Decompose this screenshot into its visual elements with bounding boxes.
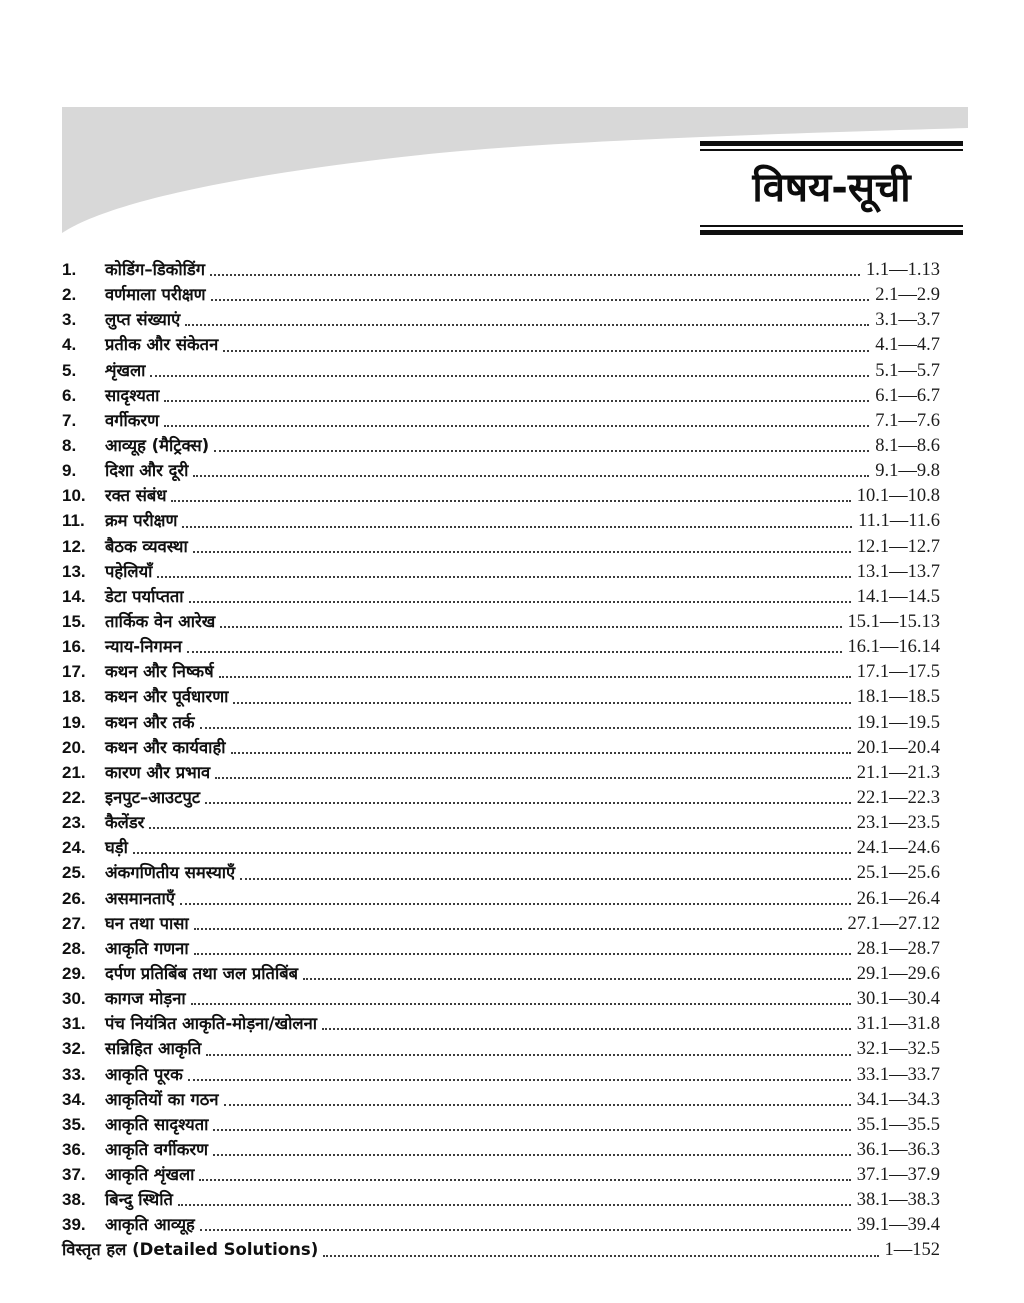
- toc-item-pages: 34.1—34.3: [856, 1089, 940, 1110]
- toc-row: [62, 534, 940, 559]
- dotted-leader: [193, 551, 851, 553]
- toc-item-title: बैठक व्यवस्था: [105, 536, 188, 556]
- toc-item-title: सादृश्यता: [105, 385, 160, 405]
- toc-item-title: दर्पण प्रतिबिंब तथा जल प्रतिबिंब: [105, 963, 299, 983]
- toc-item-number: 10.: [62, 486, 86, 506]
- toc-item-number: 33.: [62, 1064, 86, 1084]
- dotted-leader: [231, 752, 851, 754]
- toc-item-title: इनपुट–आउटपुट: [105, 787, 201, 807]
- toc-row: [62, 257, 940, 282]
- toc-row: [62, 358, 940, 383]
- toc-row: [62, 835, 940, 860]
- dotted-leader: [214, 450, 869, 452]
- toc-item-number: 27.: [62, 913, 86, 933]
- toc-item-pages: 24.1—24.6: [856, 838, 940, 859]
- toc-item-number: 3.: [62, 310, 77, 330]
- dotted-leader: [213, 1129, 850, 1131]
- dotted-leader: [194, 928, 842, 930]
- toc-item-pages: 30.1—30.4: [856, 989, 940, 1010]
- toc-item-number: 9.: [62, 461, 77, 481]
- toc-item-title: क्रम परीक्षण: [105, 511, 178, 531]
- toc-item-title: लुप्त संख्याएं: [105, 310, 181, 330]
- dotted-leader: [206, 1054, 851, 1056]
- toc-item-title: शृंखला: [105, 360, 146, 380]
- toc-item-pages: 27.1—27.12: [847, 913, 940, 934]
- toc-item-pages: 39.1—39.4: [856, 1215, 940, 1236]
- toc-item-number: 14.: [62, 586, 86, 606]
- toc-item-title: दिशा और दूरी: [105, 461, 189, 481]
- toc-item-pages: 38.1—38.3: [856, 1190, 940, 1211]
- toc-row: [62, 508, 940, 533]
- dotted-leader: [323, 1255, 878, 1257]
- toc-item-title: प्रतीक और संकेतन: [105, 335, 219, 355]
- toc-row: [62, 1036, 940, 1061]
- toc-item-pages: 5.1—5.7: [875, 360, 940, 381]
- toc-item-pages: 8.1—8.6: [875, 435, 940, 456]
- toc-row: [62, 911, 940, 936]
- toc-item-number: 16.: [62, 637, 86, 657]
- toc-item-number: 35.: [62, 1114, 86, 1134]
- toc-item-pages: 11.1—11.6: [858, 511, 940, 532]
- toc-row: [62, 584, 940, 609]
- toc-item-number: 8.: [62, 435, 77, 455]
- dotted-leader: [180, 903, 851, 905]
- dotted-leader: [220, 626, 841, 628]
- dotted-leader: [193, 475, 869, 477]
- toc-item-number: 34.: [62, 1089, 86, 1109]
- toc-item-pages: 16.1—16.14: [847, 637, 940, 658]
- toc-item-pages: 1.1—1.13: [866, 260, 940, 280]
- toc-row: [62, 1212, 940, 1237]
- toc-item-pages: 20.1—20.4: [856, 737, 940, 758]
- toc-item-title: आकृति आव्यूह: [105, 1215, 195, 1235]
- toc-item-title: कथन और पूर्वधारणा: [105, 687, 229, 707]
- toc-item-number: 37.: [62, 1165, 86, 1185]
- toc-row: [62, 710, 940, 735]
- toc-item-number: 26.: [62, 888, 86, 908]
- toc-item-pages: 23.1—23.5: [856, 813, 940, 834]
- toc-item-pages: 7.1—7.6: [875, 410, 940, 431]
- toc-row: [62, 307, 940, 332]
- toc-row: [62, 458, 940, 483]
- toc-item-title: कोडिंग–डिकोडिंग: [105, 260, 206, 279]
- toc-item-pages: 10.1—10.8: [856, 486, 940, 507]
- toc-item-pages: 25.1—25.6: [856, 863, 940, 884]
- toc-item-title: न्याय-निगमन: [105, 637, 182, 657]
- dotted-leader: [223, 350, 869, 352]
- toc-row: [62, 1237, 940, 1262]
- toc-item-pages: 32.1—32.5: [856, 1039, 940, 1060]
- toc-item-pages: 15.1—15.13: [847, 611, 940, 632]
- toc-row: [62, 282, 940, 307]
- toc-row: [62, 760, 940, 785]
- toc-item-number: 22.: [62, 787, 86, 807]
- toc-item-pages: 22.1—22.3: [856, 787, 940, 808]
- toc-item-number: 6.: [62, 385, 77, 405]
- dotted-leader: [133, 852, 851, 854]
- toc-item-number: 17.: [62, 662, 86, 682]
- toc-item-number: 12.: [62, 536, 86, 556]
- toc-item-pages: 26.1—26.4: [856, 888, 940, 909]
- dotted-leader: [215, 777, 851, 779]
- dotted-leader: [322, 1028, 851, 1030]
- toc-item-title: वर्गीकरण: [105, 410, 160, 430]
- toc-row: [62, 936, 940, 961]
- toc-item-title: आव्यूह (मैट्रिक्स): [105, 435, 210, 455]
- toc-item-number: 18.: [62, 687, 86, 707]
- toc-item-title: कथन और तर्क: [105, 712, 195, 732]
- toc-item-title: घड़ी: [105, 838, 128, 858]
- toc-item-number: 13.: [62, 561, 86, 581]
- toc-item-pages: 21.1—21.3: [856, 762, 940, 783]
- toc-item-title: कैलेंडर: [105, 813, 145, 833]
- toc-row: [62, 383, 940, 408]
- dotted-leader: [200, 1229, 851, 1231]
- toc-item-number: 36.: [62, 1139, 86, 1159]
- toc-item-number: 20.: [62, 737, 86, 757]
- toc-item-number: 4.: [62, 335, 77, 355]
- toc-item-pages: 19.1—19.5: [856, 712, 940, 733]
- toc-row: [62, 886, 940, 911]
- toc-item-number: 24.: [62, 838, 86, 858]
- toc-row: [62, 433, 940, 458]
- toc-item-number: 30.: [62, 989, 86, 1009]
- toc-item-title: विस्तृत हल (Detailed Solutions): [62, 1240, 319, 1260]
- toc-item-title: असमानताएँ: [105, 888, 175, 908]
- dotted-leader: [219, 676, 851, 678]
- toc-item-number: 19.: [62, 712, 86, 732]
- toc-row: [62, 860, 940, 885]
- toc-row: [62, 785, 940, 810]
- toc-item-pages: 17.1—17.5: [856, 662, 940, 683]
- toc-item-number: 38.: [62, 1190, 86, 1210]
- dotted-leader: [303, 978, 851, 980]
- toc-item-title: आकृतियों का गठन: [105, 1089, 219, 1109]
- toc-item-pages: 4.1—4.7: [875, 335, 940, 356]
- toc-item-number: 32.: [62, 1039, 86, 1059]
- dotted-leader: [191, 1003, 851, 1005]
- toc-item-title: आकृति पूरक: [105, 1064, 183, 1084]
- toc-row: [62, 735, 940, 760]
- toc-item-pages: 28.1—28.7: [856, 938, 940, 959]
- toc-row: [62, 1137, 940, 1162]
- dotted-leader: [157, 576, 850, 578]
- toc-item-title: आकृति गणना: [105, 938, 189, 958]
- toc-item-number: 5.: [62, 360, 77, 380]
- dotted-leader: [240, 878, 851, 880]
- toc-list: [62, 257, 940, 1263]
- toc-item-title: कथन और निष्कर्ष: [105, 662, 214, 682]
- dotted-leader: [189, 601, 851, 603]
- toc-row: [62, 1087, 940, 1112]
- toc-item-title: आकृति शृंखला: [105, 1165, 195, 1185]
- title-rule-thick-bottom: [700, 230, 963, 235]
- toc-row: [62, 483, 940, 508]
- toc-row: [62, 961, 940, 986]
- dotted-leader: [213, 1154, 851, 1156]
- toc-item-title: पंच नियंत्रित आकृति-मोड़ना/खोलना: [105, 1014, 318, 1034]
- toc-item-number: 11.: [62, 511, 85, 531]
- toc-item-title: तार्किक वेन आरेख: [105, 611, 216, 631]
- dotted-leader: [205, 802, 851, 804]
- toc-row: [62, 986, 940, 1011]
- toc-item-pages: 18.1—18.5: [856, 687, 940, 708]
- dotted-leader: [210, 274, 860, 276]
- toc-item-title: डेटा पर्याप्तता: [105, 586, 184, 606]
- toc-item-number: 2.: [62, 285, 77, 305]
- toc-item-number: 25.: [62, 863, 86, 883]
- toc-row: [62, 1162, 940, 1187]
- dotted-leader: [178, 1204, 851, 1206]
- toc-item-number: 23.: [62, 813, 86, 833]
- dotted-leader: [185, 324, 869, 326]
- toc-item-pages: 12.1—12.7: [856, 536, 940, 557]
- toc-item-pages: 14.1—14.5: [856, 586, 940, 607]
- toc-row: [62, 408, 940, 433]
- toc-item-pages: 29.1—29.6: [856, 963, 940, 984]
- dotted-leader: [211, 299, 870, 301]
- toc-row: [62, 559, 940, 584]
- toc-item-title: आकृति वर्गीकरण: [105, 1139, 209, 1159]
- page-title-box: [700, 141, 963, 235]
- toc-item-number: 15.: [62, 611, 86, 631]
- toc-item-title: बिन्दु स्थिति: [105, 1190, 173, 1210]
- toc-item-number: 29.: [62, 963, 86, 983]
- dotted-leader: [164, 425, 869, 427]
- toc-item-number: 31.: [62, 1014, 86, 1034]
- toc-item-pages: 33.1—33.7: [856, 1064, 940, 1085]
- toc-item-pages: 37.1—37.9: [856, 1165, 940, 1186]
- toc-item-number: 21.: [62, 762, 86, 782]
- toc-item-pages: 13.1—13.7: [856, 561, 940, 582]
- toc-item-pages: 36.1—36.3: [856, 1139, 940, 1160]
- dotted-leader: [194, 953, 851, 955]
- dotted-leader: [164, 400, 869, 402]
- toc-item-title: कागज मोड़ना: [105, 989, 186, 1009]
- dotted-leader: [171, 500, 850, 502]
- toc-item-number: 39.: [62, 1215, 86, 1235]
- toc-item-pages: 31.1—31.8: [856, 1014, 940, 1035]
- toc-row: [62, 609, 940, 634]
- toc-item-number: 28.: [62, 938, 86, 958]
- dotted-leader: [224, 1104, 851, 1106]
- toc-item-title: सन्निहित आकृति: [105, 1039, 202, 1059]
- dotted-leader: [187, 651, 842, 653]
- toc-item-pages: 6.1—6.7: [875, 385, 940, 406]
- toc-item-title: रक्त संबंध: [105, 486, 167, 506]
- toc-item-title: कारण और प्रभाव: [105, 762, 211, 782]
- toc-row: [62, 634, 940, 659]
- toc-item-title: पहेलियाँ: [105, 561, 153, 581]
- dotted-leader: [149, 827, 850, 829]
- toc-item-pages: 2.1—2.9: [875, 285, 940, 306]
- dotted-leader: [200, 727, 851, 729]
- dotted-leader: [188, 1079, 851, 1081]
- toc-row: [62, 332, 940, 357]
- toc-row: [62, 1062, 940, 1087]
- toc-row: [62, 1011, 940, 1036]
- toc-item-number: 7.: [62, 410, 77, 430]
- toc-row: [62, 1187, 940, 1212]
- dotted-leader: [233, 702, 850, 704]
- toc-row: [62, 1112, 940, 1137]
- toc-item-title: वर्णमाला परीक्षण: [105, 285, 206, 305]
- toc-item-pages: 35.1—35.5: [856, 1114, 940, 1135]
- toc-item-title: घन तथा पासा: [105, 913, 189, 933]
- toc-row: [62, 810, 940, 835]
- toc-item-title: कथन और कार्यवाही: [105, 737, 226, 757]
- toc-item-title: अंकगणितीय समस्याएँ: [105, 863, 236, 883]
- toc-item-number: 1.: [62, 260, 77, 279]
- dotted-leader: [182, 526, 852, 528]
- toc-item-pages: 1—152: [884, 1240, 940, 1261]
- toc-row: [62, 659, 940, 684]
- toc-row: [62, 684, 940, 709]
- dotted-leader: [199, 1179, 850, 1181]
- dotted-leader: [150, 375, 869, 377]
- toc-item-title: आकृति सादृश्यता: [105, 1114, 209, 1134]
- title-rule-thick-top: [700, 141, 963, 146]
- title-rule-thin-bottom: [700, 225, 963, 227]
- toc-item-pages: 3.1—3.7: [875, 310, 940, 331]
- page-title: विषय-सूची: [752, 165, 911, 211]
- toc-item-pages: 9.1—9.8: [875, 461, 940, 482]
